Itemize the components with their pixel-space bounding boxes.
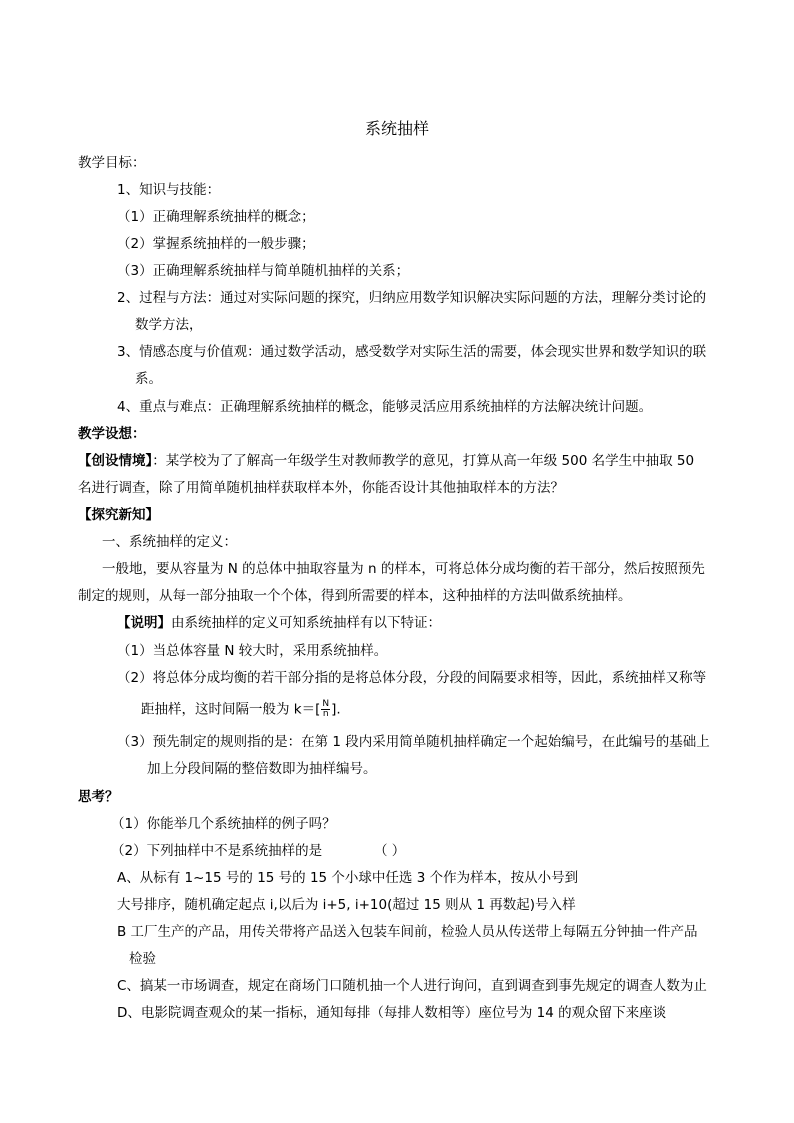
scenario-text: ：某学校为了了解高一年级学生对教师教学的意见，打算从高一年级 500 名学生中抽取 50 <box>152 453 695 469</box>
think-heading: 思考？ <box>78 789 119 805</box>
objective-1: 1、知识与技能： <box>117 182 221 198</box>
note-label: 【说明】 <box>117 615 171 631</box>
answer-parentheses: （ ） <box>374 843 406 859</box>
page-title: 系统抽样 <box>364 119 429 138</box>
objective-1-sub1: （1）正确理解系统抽样的概念； <box>117 209 315 225</box>
note-3-line1: （3）预先制定的规则指的是：在第 1 段内采用简单随机抽样确定一个起始编号，在此编号的基础上 <box>117 734 710 750</box>
note-text: 由系统抽样的定义可知系统抽样有以下特证： <box>171 615 441 631</box>
explore-heading: 【探究新知】 <box>78 507 159 523</box>
question-1: （1）你能举几个系统抽样的例子吗？ <box>111 816 336 832</box>
note-2-text: 距抽样，这时间隔一般为 k＝[ <box>141 701 321 718</box>
note-3-line2: 加上分段间隔的整倍数即为抽样编号。 <box>147 761 377 777</box>
option-b-line1: B 工厂生产的产品，用传关带将产品送入包装车间前，检验人员从传送带上每隔五分钟抽一件产品 <box>117 924 698 940</box>
question-2: （2）下列抽样中不是系统抽样的是 <box>111 843 323 859</box>
note-1: （1）当总体容量 N 较大时，采用系统抽样。 <box>117 643 388 659</box>
definition-line1: 一般地，要从容量为 N 的总体中抽取容量为 n 的样本，可将总体分成均衡的若干部分，然后按照预先 <box>102 561 705 577</box>
option-a-line2: 大号排序，随机确定起点 i,以后为 i+5, i+10(超过 15 则从 1 再数起)号入样 <box>117 897 576 913</box>
option-b-line2: 检验 <box>129 951 156 967</box>
option-a-line1: A、从标有 1~15 号的 15 号的 15 个小球中任选 3 个作为样本，按从小号到 <box>117 870 579 886</box>
objective-2-line1: 2、过程与方法：通过对实际问题的探究，归纳应用数学知识解决实际问题的方法，理解分类讨论的 <box>117 290 707 306</box>
scenario-label: 【创设情境】 <box>78 453 153 469</box>
section-1-heading: 一、系统抽样的定义： <box>102 534 237 550</box>
scenario-line2: 名进行调查，除了用简单随机抽样获取样本外，你能否设计其他抽取样本的方法？ <box>78 480 564 496</box>
option-c: C、搞某一市场调查，规定在商场门口随机抽一个人进行询问，直到调查到事先规定的调查人数为止 <box>117 978 707 994</box>
objective-2-line2: 数学方法， <box>135 317 203 333</box>
fraction-n-over-n <box>321 700 330 719</box>
note-2-line1: （2）将总体分成均衡的若干部分指的是将总体分段，分段的间隔要求相等，因此，系统抽样又称等 <box>117 670 707 686</box>
objective-1-sub3: （3）正确理解系统抽样与简单随机抽样的关系； <box>117 263 410 279</box>
objective-3-line2: 系。 <box>135 371 162 387</box>
objectives-heading: 教学目标： <box>78 155 146 171</box>
fraction-numerator: N <box>322 699 330 709</box>
note-2-close: ]. <box>331 701 341 718</box>
objective-4: 4、重点与难点：正确理解系统抽样的概念，能够灵活应用系统抽样的方法解决统计问题。 <box>117 399 653 415</box>
objective-3-line1: 3、情感态度与价值观：通过数学活动，感受数学对实际生活的需要，体会现实世界和数学知识的联 <box>117 344 707 360</box>
note-line <box>117 614 441 632</box>
scenario-line1 <box>78 452 694 470</box>
design-heading: 教学设想： <box>78 426 146 442</box>
option-d: D、电影院调查观众的某一指标，通知每排（每排人数相等）座位号为 14 的观众留下来座谈 <box>117 1005 667 1021</box>
note-2-line2 <box>141 700 341 719</box>
objective-1-sub2: （2）掌握系统抽样的一般步骤； <box>117 236 315 252</box>
definition-line2: 制定的规则，从每一部分抽取一个个体，得到所需要的样本，这种抽样的方法叫做系统抽样。 <box>78 588 632 604</box>
fraction-denominator: n <box>322 709 329 719</box>
